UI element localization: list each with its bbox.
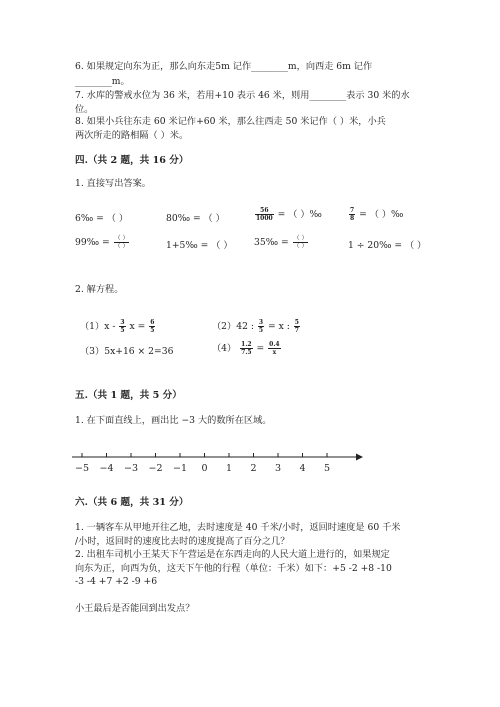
number-line-tick-label: −3 (123, 463, 139, 474)
q6-1-line1: 1. 一辆客车从甲地开往乙地，去时速度是 40 千米/小时，返回时速度是 60 千米 (75, 522, 401, 533)
section4-heading: 四.（共 2 题，共 16 分） (75, 155, 189, 166)
fraction: $\frac{5}{7}$ (294, 319, 299, 334)
equation-1: （1）x - $\frac{3}{5}$ x = $\frac{6}{5}$ (80, 319, 155, 334)
q5-1: 1. 在下面直线上，画出比 −3 大的数所在区域。 (75, 415, 272, 426)
number-line-tick-label: 3 (274, 463, 282, 474)
fraction: $\frac{3}{5}$ (258, 319, 264, 334)
calc-item: 99‰ = $\frac{( )}{( )}$ (75, 235, 129, 250)
fraction: $\frac{( )}{( )}$ (293, 235, 308, 250)
calc-item: 1 ÷ 20‰ = （ ） (348, 240, 427, 251)
equation-3: （3）5x+16 × 2=36 (80, 346, 174, 357)
number-line-tick-label: 4 (299, 463, 306, 474)
q6-line2: ________m。 (75, 76, 130, 87)
number-line-tick-label: 2 (250, 463, 257, 474)
q8-line2: 两次所走的路相隔（ ）米。 (75, 130, 189, 141)
fraction: $\frac{3}{5}$ (120, 319, 125, 334)
q6-1-line2: /小时，返回时的速度比去时的速度提高了百分之几？ (75, 536, 290, 547)
q6-line1: 6. 如果规定向东为正，那么向东走5m 记作________m，向西走 6m 记作 (75, 61, 373, 72)
calc-item: 1+5‰ = （ ） (166, 240, 233, 251)
number-line-tick-label: −4 (99, 463, 114, 474)
calc-item: 80‰ = （ ） (166, 213, 225, 224)
number-line-tick-label: 0 (201, 463, 208, 474)
calc-item: $\frac{7}{8}$ = （ ）‰ (350, 207, 404, 222)
q4-2-title: 2. 解方程。 (75, 284, 124, 295)
number-line-tick-label: 5 (323, 463, 331, 474)
number-line-tick-label: −2 (148, 463, 163, 474)
number-line-tick-label: −1 (172, 463, 188, 474)
fraction: $\frac{0.4}{x}$ (269, 341, 280, 356)
q4-1-title: 1. 直接写出答案。 (75, 178, 151, 189)
number-line-tick-label: 1 (225, 463, 233, 474)
fraction: $\frac{7}{8}$ (350, 207, 355, 222)
q7-line1: 7. 水库的警戒水位为 36 米，若用+10 表示 46 米，则用________表示 30 米的水 (75, 90, 410, 101)
q7-line2: 位。 (75, 104, 94, 115)
q6-2-line3: -3 -4 +7 +2 -9 +6 (75, 576, 158, 587)
calc-item: $\frac{56}{1000}$ = （ ）‰ (256, 207, 322, 222)
q6-2-question: 小王最后是否能回到出发点？ (75, 603, 195, 614)
q6-2-line2: 向东为正，向西为负，这天下午他的行程（单位：千米）如下：+5 -2 +8 -10 (75, 563, 392, 574)
fraction: $\frac{56}{1000}$ (256, 207, 273, 222)
fraction: $\frac{1.2}{7.5}$ (241, 341, 252, 356)
arrow-right-icon (356, 454, 363, 461)
number-line (70, 448, 370, 478)
calc-item: 35‰ = $\frac{( )}{( )}$ (254, 235, 308, 250)
q6-2-line1: 2. 出租车司机小王某天下午营运是在东西走向的人民大道上进行的，如果规定 (75, 549, 390, 560)
equation-4: （4） $\frac{1.2}{7.5}$ = $\frac{0.4}{x}$ (212, 341, 280, 356)
q8-line1: 8. 如果小兵往东走 60 米记作+60 米，那么往西走 50 米记作（ ）米，小兵 (75, 116, 386, 127)
section6-heading: 六.（共 6 题，共 31 分） (75, 497, 189, 508)
fraction: $\frac{( )}{( )}$ (114, 235, 129, 250)
fraction: $\frac{6}{5}$ (150, 319, 155, 334)
equation-2: （2）42 : $\frac{3}{5}$ = x : $\frac{5}{7}$ (212, 319, 299, 334)
number-line-ticks (75, 453, 330, 474)
section5-heading: 五.（共 1 题，共 5 分） (75, 390, 182, 401)
calc-item: 6‰ = （ ） (75, 213, 129, 224)
number-line-tick-label: −5 (74, 463, 90, 474)
